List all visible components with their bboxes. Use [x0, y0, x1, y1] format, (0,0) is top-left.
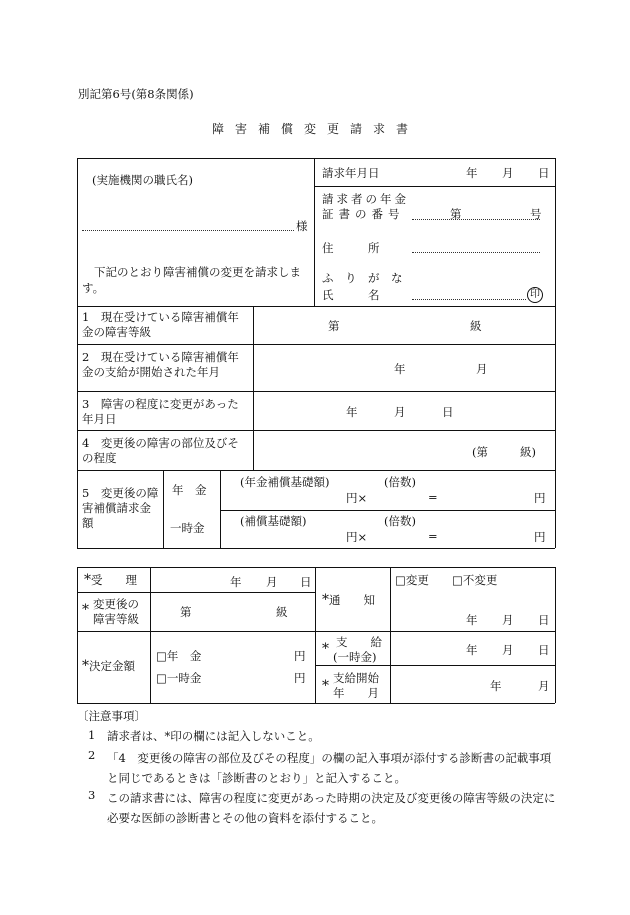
row4-kyu: 級) [520, 445, 536, 459]
nenkin-yen: 円 [294, 649, 306, 663]
seal-mark: 印 [527, 286, 543, 303]
changed-grade-star: * [82, 602, 89, 618]
row1-dai: 第 [328, 319, 340, 333]
changed-grade-label: 変更後の障害等級 [93, 597, 139, 626]
henko-checkbox[interactable]: □変更 [395, 573, 429, 587]
lump-multiple-label: (倍数) [384, 514, 416, 528]
kaishi-month: 月 [538, 679, 550, 693]
nenkin-checkbox[interactable]: □年 金 [156, 649, 202, 663]
kaishi-year: 年 [490, 679, 502, 693]
shikyu-kaishi-nengetsu: 年 月 [333, 686, 379, 700]
row4-dai: (第 [472, 445, 488, 459]
pension-number-label-1: 請求者の年金 [322, 192, 409, 206]
pension-dai: 第 [450, 207, 462, 221]
office-uketori-label: *受 理 [84, 572, 137, 588]
ichijikin-checkbox[interactable]: □一時金 [156, 671, 202, 685]
pension-go: 号 [530, 207, 542, 221]
shikyu-kaishi-label: 支給開始 [333, 671, 379, 685]
shikyu-year: 年 [466, 643, 478, 657]
lump-head: 一時金 [170, 521, 205, 535]
date-year: 年 [466, 166, 478, 180]
date-day: 日 [538, 166, 550, 180]
row2-label: 2 現在受けている障害補償年金の支給が開始された年月 [82, 350, 239, 379]
tsuchi-year: 年 [466, 613, 478, 627]
row5-label: 5 変更後の障害補償請求金額 [82, 486, 159, 530]
lump-equals: = [428, 529, 438, 543]
row3-day: 日 [442, 405, 454, 419]
note-1-number: 1 [88, 728, 96, 742]
date-month: 月 [502, 166, 514, 180]
pension-yen: 円 [534, 491, 546, 505]
pension-base-label: (年金補償基礎額) [240, 475, 330, 489]
name-label: 氏 名 [322, 288, 380, 302]
agency-label: (実施機関の職氏名) [92, 173, 193, 187]
note-2: 「4 変更後の障害の部位及びその程度」の欄の記入事項が添付する診断書の記載事項と同じであるときは「診断書のとおり」と記入すること。 [107, 751, 552, 785]
request-date-label: 請求年月日 [322, 166, 380, 180]
shikyu-kaishi-star: * [322, 678, 329, 694]
sama-label: 様 [296, 219, 308, 233]
shikyu-ichijikin-label: (一時金) [333, 650, 377, 664]
note-3-number: 3 [88, 788, 96, 802]
pension-number-label-2: 証書の番号 [322, 207, 405, 221]
shikyu-label: 支 給 [336, 635, 382, 649]
uketori-month: 月 [266, 575, 278, 589]
row3-label: 3 障害の程度に変更があった年月日 [82, 397, 239, 426]
tsuchi-month: 月 [502, 613, 514, 627]
row1-kyu: 級 [470, 319, 482, 333]
note-2-number: 2 [88, 748, 96, 762]
row2-month: 月 [476, 362, 488, 376]
lump-yen-x: 円× [346, 530, 368, 544]
changed-grade-dai: 第 [180, 605, 192, 619]
tsuchi-day: 日 [538, 613, 550, 627]
tsuchi-label: *通 知 [322, 592, 375, 608]
changed-grade-kyu: 級 [276, 605, 288, 619]
row3-month: 月 [394, 405, 406, 419]
address-label: 住 所 [322, 241, 380, 255]
row3-year: 年 [346, 405, 358, 419]
note-3: この請求書には、障害の程度に変更があった時期の決定及び変更後の障害等級の決定に必要な医師の診断書とその他の資料を添付すること。 [107, 791, 556, 825]
pension-multiple-label: (倍数) [384, 475, 416, 489]
shikyu-star: * [322, 641, 329, 657]
shikyu-day: 日 [538, 643, 550, 657]
pension-head: 年 金 [172, 483, 207, 497]
uketori-day: 日 [300, 575, 312, 589]
notes-heading: 〔注意事項〕 [77, 709, 146, 723]
form-number: 別記第6号(第8条関係) [78, 87, 194, 101]
lump-yen: 円 [534, 530, 546, 544]
ichijikin-yen: 円 [294, 671, 306, 685]
shikyu-month: 月 [502, 643, 514, 657]
request-text: 下記のとおり障害補償の変更を請求します。 [82, 265, 301, 295]
form-title: 障害補償変更請求書 [212, 122, 420, 136]
row4-label: 4 変更後の障害の部位及びその程度 [82, 436, 239, 465]
row2-year: 年 [394, 362, 406, 376]
pension-equals: = [428, 490, 438, 504]
pension-yen-x: 円× [346, 491, 368, 505]
lump-base-label: (補償基礎額) [240, 514, 307, 528]
uketori-year: 年 [230, 575, 242, 589]
row1-label: 1 現在受けている障害補償年金の障害等級 [82, 310, 239, 339]
decided-amount-label: *決定金額 [82, 658, 135, 674]
note-1: 請求者は、*印の欄には記入しないこと。 [107, 729, 320, 743]
furigana-label: ふ り が な [322, 271, 403, 285]
fuhenko-checkbox[interactable]: □不変更 [452, 573, 498, 587]
